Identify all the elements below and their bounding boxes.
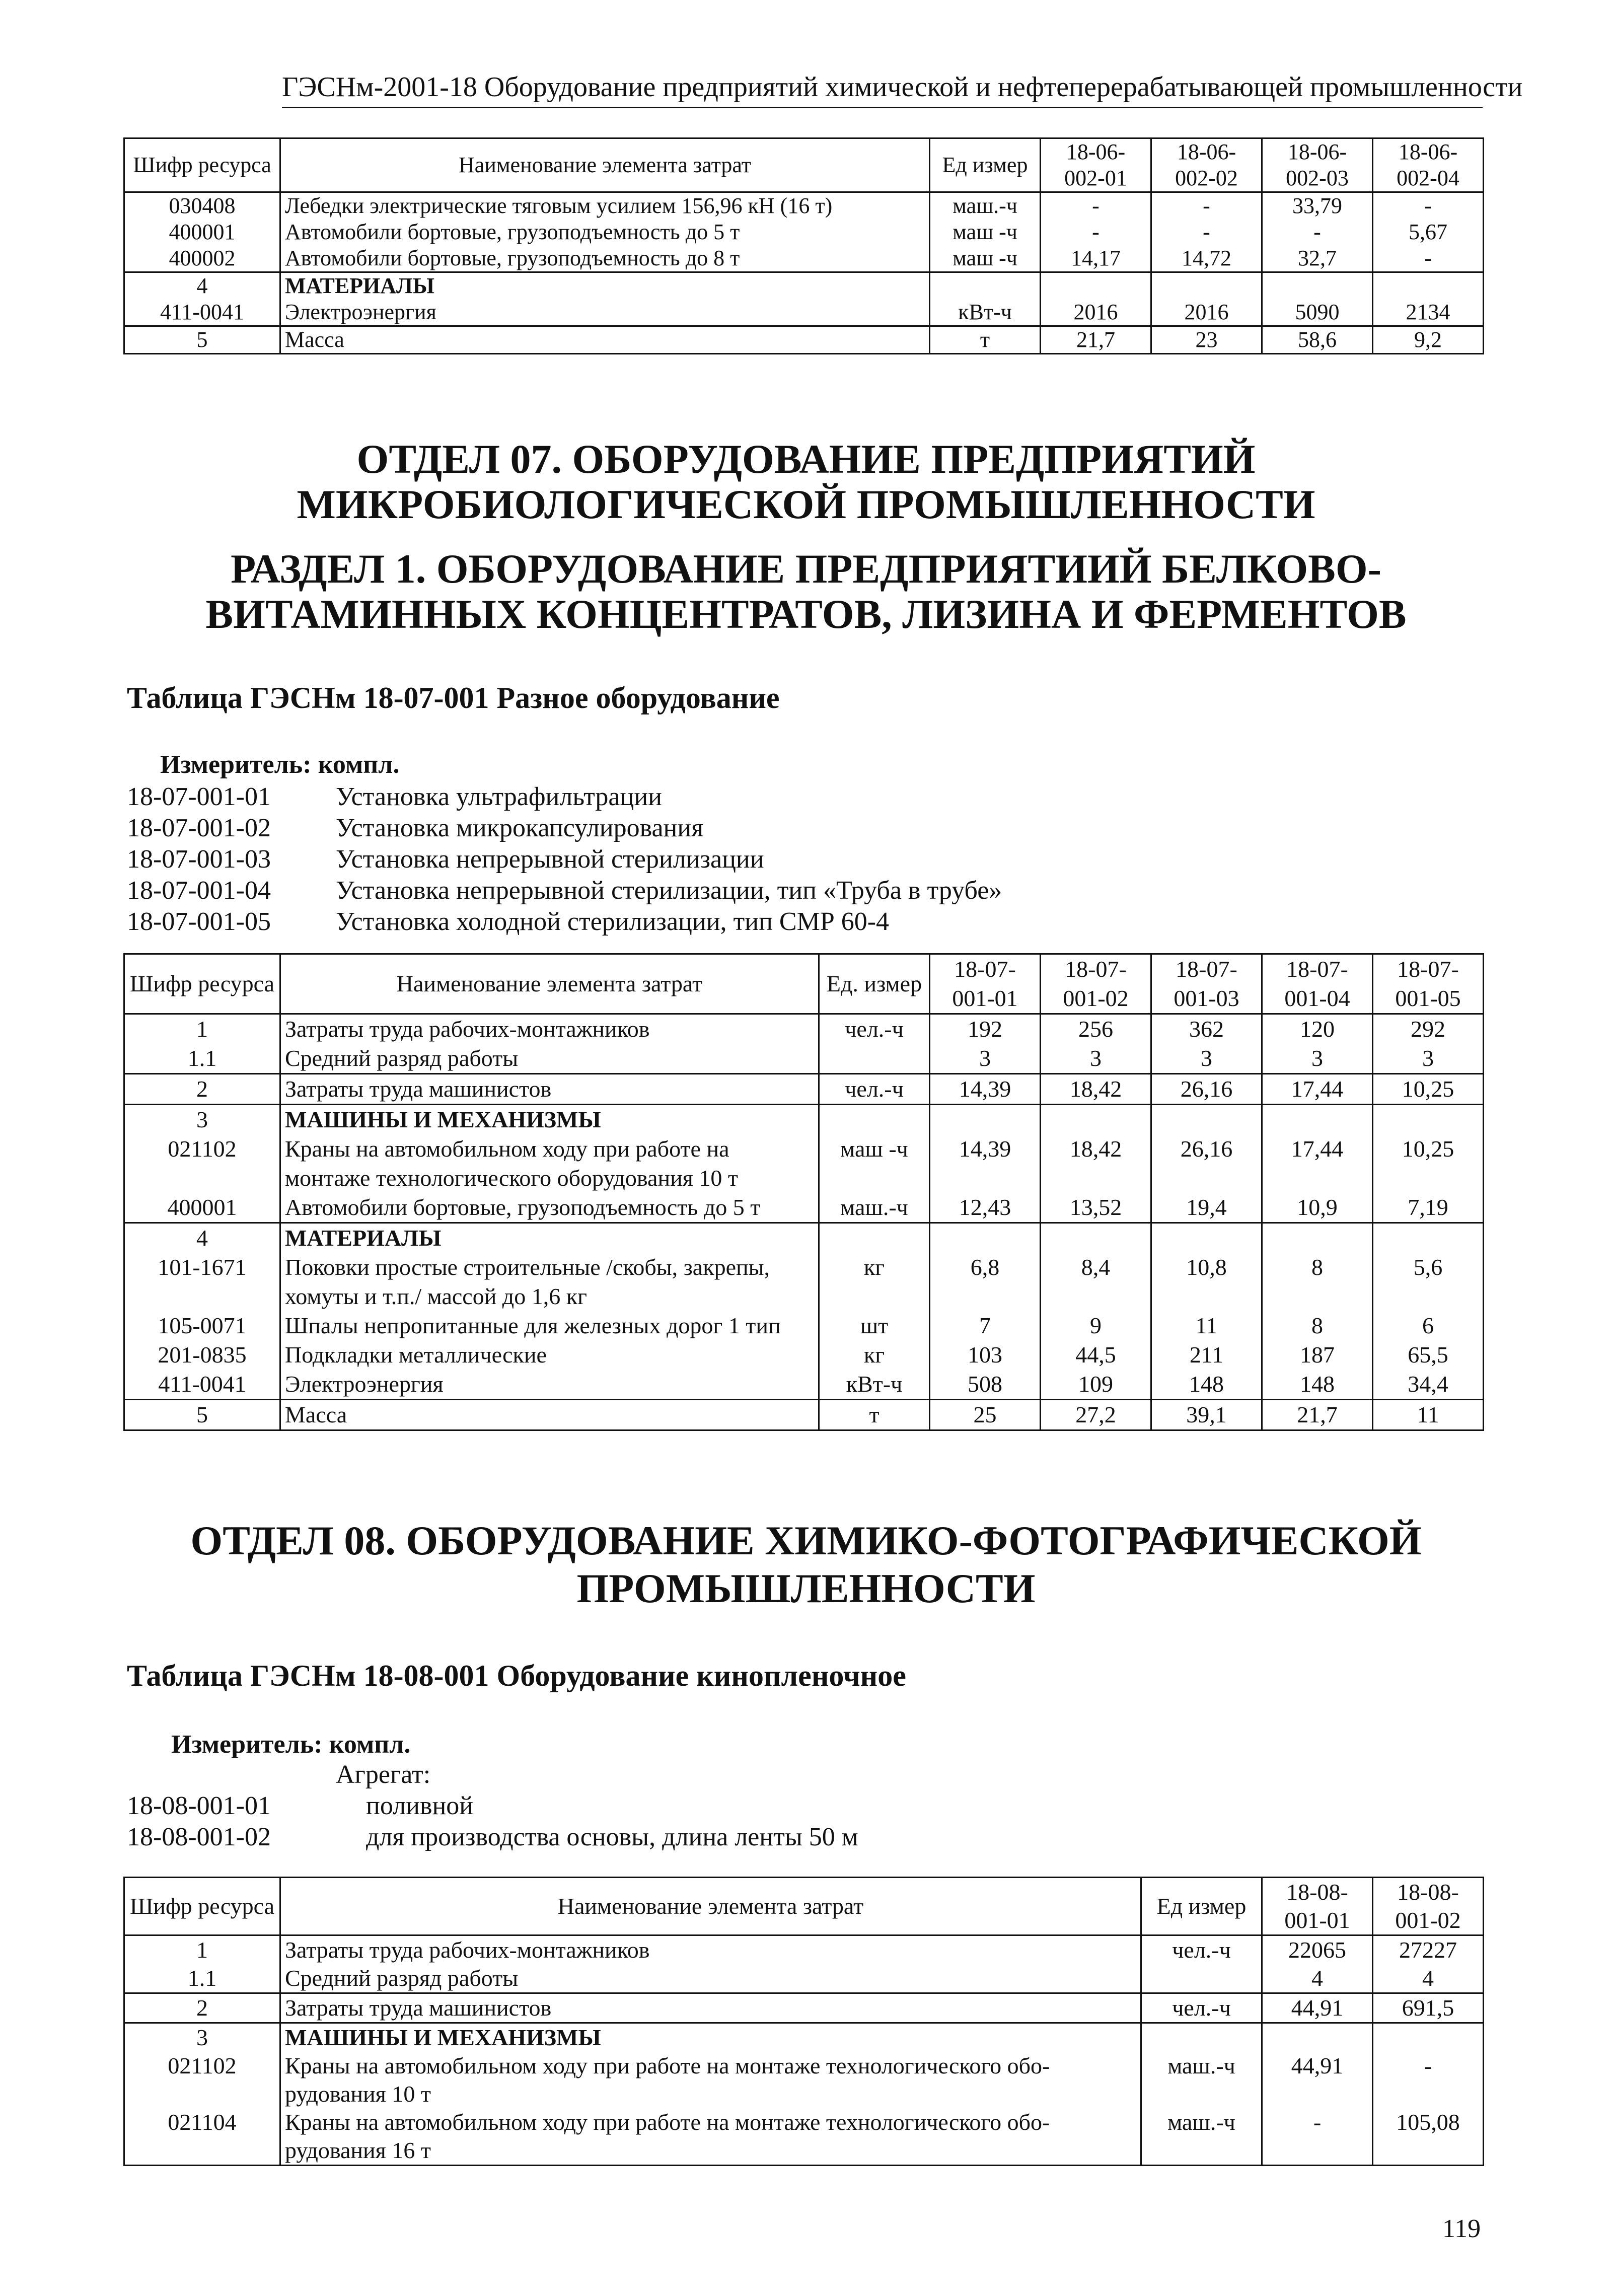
- list-item: 18-07-001-05 Установка холодной стерилизации, тип СМР 60-4: [127, 907, 890, 936]
- table-row: 1.1 Средний разряд работы 4 4: [124, 1964, 1484, 1993]
- table-row: 105-0071 Шпалы непропитанные для железных дорог 1 тип шт 7 9 11 8 6: [124, 1311, 1484, 1340]
- table-row: 021104 Краны на автомобильном ходу при работе на монтаже технологического обо-рудования 16 т маш.-ч - 105,08: [124, 2108, 1484, 2166]
- table-18-06-002: [123, 137, 1484, 354]
- column-header: 18-08- 001-02: [1373, 1878, 1484, 1935]
- table-row: 5 Масса т 25 27,2 39,1 21,7 11: [124, 1400, 1484, 1430]
- column-header: Ед измер: [1141, 1878, 1262, 1935]
- table-row: 400001 Автомобили бортовые, грузоподъемность до 5 т маш -ч - - - 5,67: [124, 219, 1484, 245]
- column-header: 18-06- 002-04: [1373, 138, 1484, 192]
- column-header: Ед измер: [930, 138, 1041, 192]
- page-number: 119: [1442, 2214, 1481, 2243]
- table-18-07-001: [123, 953, 1484, 1431]
- column-header: 18-07- 001-04: [1262, 954, 1373, 1014]
- table-row: 4 МАТЕРИАЛЫ: [124, 272, 1484, 300]
- column-header: 18-07- 001-05: [1373, 954, 1484, 1014]
- column-header: Ед. измер: [819, 954, 930, 1014]
- meter-label: Измеритель: компл.: [171, 1730, 411, 1759]
- table-row: 030408 Лебедки электрические тяговым усилием 156,96 кН (16 т) маш.-ч - - 33,79 -: [124, 192, 1484, 220]
- table-row: 400002 Автомобили бортовые, грузоподъемность до 8 т маш -ч 14,17 14,72 32,7 -: [124, 245, 1484, 272]
- table-row: 1 Затраты труда рабочих-монтажников чел.-ч 22065 27227: [124, 1935, 1484, 1965]
- table-row: 411-0041 Электроэнергия кВт-ч 2016 2016 5090 2134: [124, 299, 1484, 326]
- table-row: 4 МАТЕРИАЛЫ: [124, 1223, 1484, 1253]
- header-rule: [282, 107, 1483, 108]
- table-row: 201-0835 Подкладки металлические кг 103 44,5 211 187 65,5: [124, 1340, 1484, 1370]
- column-header: 18-07- 001-01: [930, 954, 1041, 1014]
- table-row: 5 Масса т 21,7 23 58,6 9,2: [124, 326, 1484, 354]
- table-title-18-08-001: Таблица ГЭСНм 18-08-001 Оборудование кинопленочное: [127, 1659, 906, 1692]
- column-header: Наименование элемента затрат: [280, 138, 930, 192]
- table-row: 1 Затраты труда рабочих-монтажников чел.-ч 192 256 362 120 292: [124, 1014, 1484, 1044]
- table-row: 400001 Автомобили бортовые, грузоподъемность до 5 т маш.-ч 12,43 13,52 19,4 10,9 7,19: [124, 1193, 1484, 1223]
- list-item: 18-08-001-02 для производства основы, длина ленты 50 м: [127, 1823, 858, 1851]
- table-row: 411-0041 Электроэнергия кВт-ч 508 109 148 148 34,4: [124, 1370, 1484, 1400]
- otdel-08-heading-line1: ОТДЕЛ 08. ОБОРУДОВАНИЕ ХИМИКО-ФОТОГРАФИЧЕСКОЙ: [190, 1518, 1422, 1563]
- meter-label: Измеритель: компл.: [160, 750, 400, 779]
- razdel-1-heading-line2: ВИТАМИННЫХ КОНЦЕНТРАТОВ, ЛИЗИНА И ФЕРМЕНТОВ: [205, 591, 1407, 637]
- running-header: ГЭСНм-2001-18 Оборудование предприятий химической и нефтеперерабатывающей промышленности: [282, 71, 1523, 103]
- table-row: 2 Затраты труда машинистов чел.-ч 44,91 691,5: [124, 1993, 1484, 2023]
- table-title-18-07-001: Таблица ГЭСНм 18-07-001 Разное оборудование: [127, 681, 780, 714]
- item-list-18-08-001: [127, 1790, 858, 1853]
- column-header: Шифр ресурса: [124, 138, 280, 192]
- column-header: Шифр ресурса: [124, 954, 280, 1014]
- list-item: 18-07-001-03 Установка непрерывной стерилизации: [127, 845, 764, 874]
- razdel-1-heading-line1: РАЗДЕЛ 1. ОБОРУДОВАНИЕ ПРЕДПРИЯТИИЙ БЕЛКОВО-: [231, 546, 1381, 592]
- otdel-07-heading-line1: ОТДЕЛ 07. ОБОРУДОВАНИЕ ПРЕДПРИЯТИЙ: [356, 436, 1256, 482]
- column-header: Наименование элемента затрат: [280, 954, 819, 1014]
- table-row: 1.1 Средний разряд работы 3 3 3 3 3: [124, 1044, 1484, 1074]
- table-row: 3 МАШИНЫ И МЕХАНИЗМЫ: [124, 1105, 1484, 1135]
- table-row: 021102 Краны на автомобильном ходу при работе на монтаже технологического оборудования 10 т маш -ч 14,39 18,42 26,16 17,44 10,25: [124, 1134, 1484, 1193]
- table-row: 021102 Краны на автомобильном ходу при работе на монтаже технологического обо-рудования 10 т маш.-ч 44,91 -: [124, 2052, 1484, 2108]
- table-18-08-001: [123, 1877, 1484, 2166]
- column-header: 18-06- 002-01: [1041, 138, 1151, 192]
- column-header: 18-07- 001-02: [1041, 954, 1151, 1014]
- column-header: 18-07- 001-03: [1151, 954, 1262, 1014]
- list-item: 18-07-001-01 Установка ультрафильтрации: [127, 782, 662, 811]
- column-header: Наименование элемента затрат: [280, 1878, 1141, 1935]
- list-item: 18-07-001-04 Установка непрерывной стерилизации, тип «Труба в трубе»: [127, 876, 1002, 905]
- column-header: Шифр ресурса: [124, 1878, 280, 1935]
- list-item: 18-07-001-02 Установка микрокапсулирования: [127, 814, 704, 842]
- column-header: 18-06- 002-02: [1151, 138, 1262, 192]
- otdel-08-heading-line2: ПРОМЫШЛЕННОСТИ: [576, 1565, 1036, 1611]
- list-item: 18-08-001-01 поливной: [127, 1791, 474, 1820]
- table-row: 3 МАШИНЫ И МЕХАНИЗМЫ: [124, 2023, 1484, 2052]
- item-list-18-07-001: [127, 781, 1002, 938]
- column-header: 18-08- 001-01: [1262, 1878, 1373, 1935]
- group-label: Агрегат:: [336, 1760, 431, 1789]
- table-row: 2 Затраты труда машинистов чел.-ч 14,39 18,42 26,16 17,44 10,25: [124, 1074, 1484, 1105]
- otdel-07-heading-line2: МИКРОБИОЛОГИЧЕСКОЙ ПРОМЫШЛЕННОСТИ: [297, 481, 1315, 527]
- table-row: 101-1671 Поковки простые строительные /скобы, закрепы, хомуты и т.п./ массой до 1,6 кг кг 6,8 8,4 10,8 8 5,6: [124, 1253, 1484, 1311]
- column-header: 18-06- 002-03: [1262, 138, 1373, 192]
